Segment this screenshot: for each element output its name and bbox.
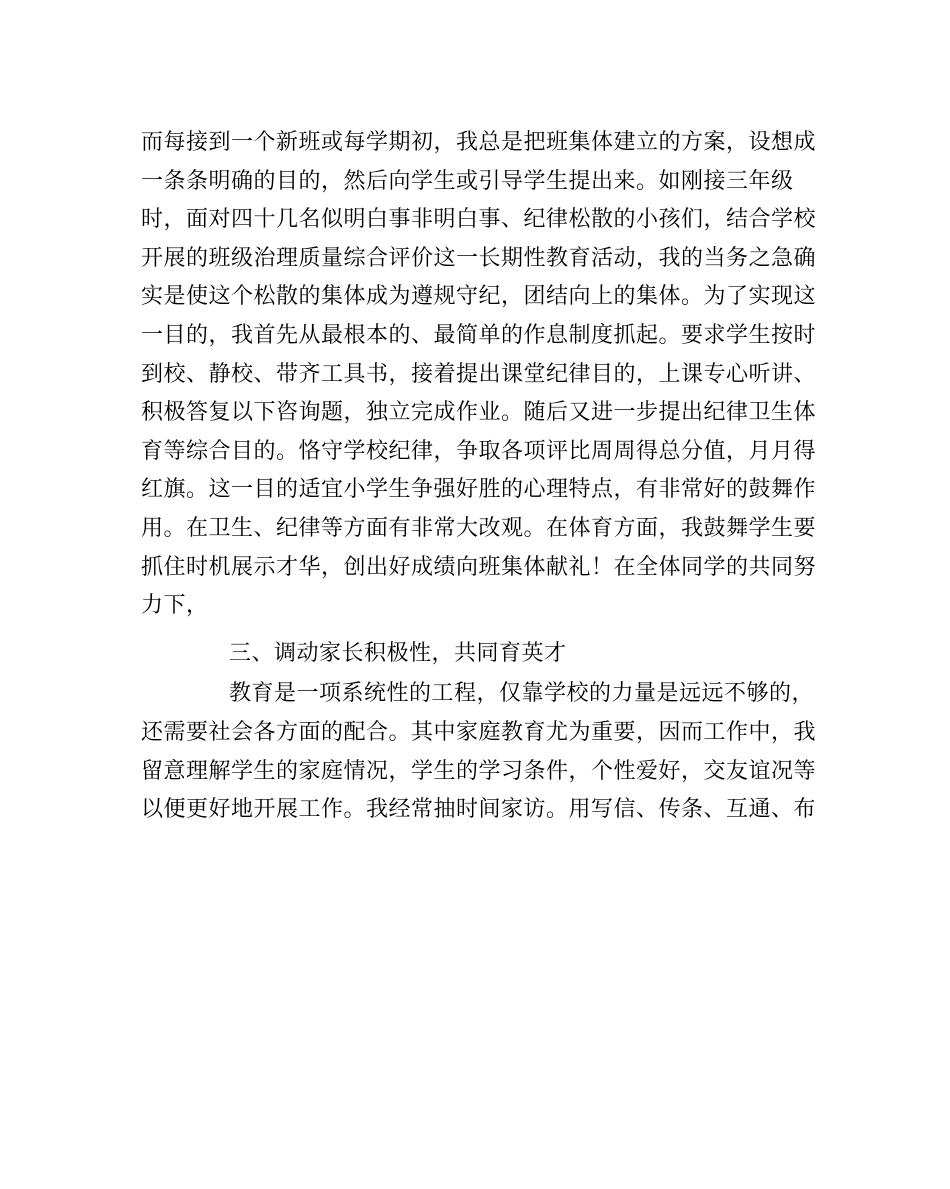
text-line: 还需要社会各方面的配合。其中家庭教育尤为重要，因而工作中，我 bbox=[141, 719, 817, 745]
paragraph-2 bbox=[141, 675, 817, 829]
paragraph-1 bbox=[141, 124, 817, 626]
text-line: 力下， bbox=[141, 593, 209, 619]
text-line: 到校、静校、带齐工具书，接着提出课堂纪律目的，上课专心听讲、 bbox=[141, 361, 817, 387]
text-line: 时，面对四十几名似明白事非明白事、纪律松散的小孩们，结合学校 bbox=[141, 207, 817, 233]
text-line: 育等综合目的。恪守学校纪律，争取各项评比周周得总分值，月月得 bbox=[141, 438, 817, 464]
text-line: 一条条明确的目的，然后向学生或引导学生提出来。如刚接三年级 bbox=[141, 168, 794, 194]
text-line: 积极答复以下咨询题，独立完成作业。随后又进一步提出纪律卫生体 bbox=[141, 400, 817, 426]
text-line: 以便更好地开展工作。我经常抽时间家访。用写信、传条、互通、布 bbox=[141, 797, 817, 823]
text-line: 开展的班级治理质量综合评价这一长期性教育活动，我的当务之急确 bbox=[141, 245, 817, 271]
text-line: 留意理解学生的家庭情况，学生的学习条件，个性爱好，交友谊况等 bbox=[141, 758, 817, 784]
text-line: 实是使这个松散的集体成为遵规守纪，团结向上的集体。为了实现这 bbox=[141, 284, 817, 310]
document-body bbox=[141, 124, 817, 830]
text-line: 教育是一项系统性的工程，仅靠学校的力量是远远不够的， bbox=[229, 681, 815, 707]
text-line: 用。在卫生、纪律等方面有非常大改观。在体育方面，我鼓舞学生要 bbox=[141, 515, 817, 541]
text-line: 而每接到一个新班或每学期初，我总是把班集体建立的方案，设想成 bbox=[141, 130, 817, 155]
text-line: 红旗。这一目的适宜小学生争强好胜的心理特点，有非常好的鼓舞作 bbox=[141, 477, 817, 503]
section-heading: 三、调动家长积极性，共同育英才 bbox=[229, 640, 567, 666]
text-line: 一目的，我首先从最根本的、最简单的作息制度抓起。要求学生按时 bbox=[141, 322, 817, 348]
text-line: 抓住时机展示才华，创出好成绩向班集体献礼！在全体同学的共同努 bbox=[141, 554, 817, 580]
